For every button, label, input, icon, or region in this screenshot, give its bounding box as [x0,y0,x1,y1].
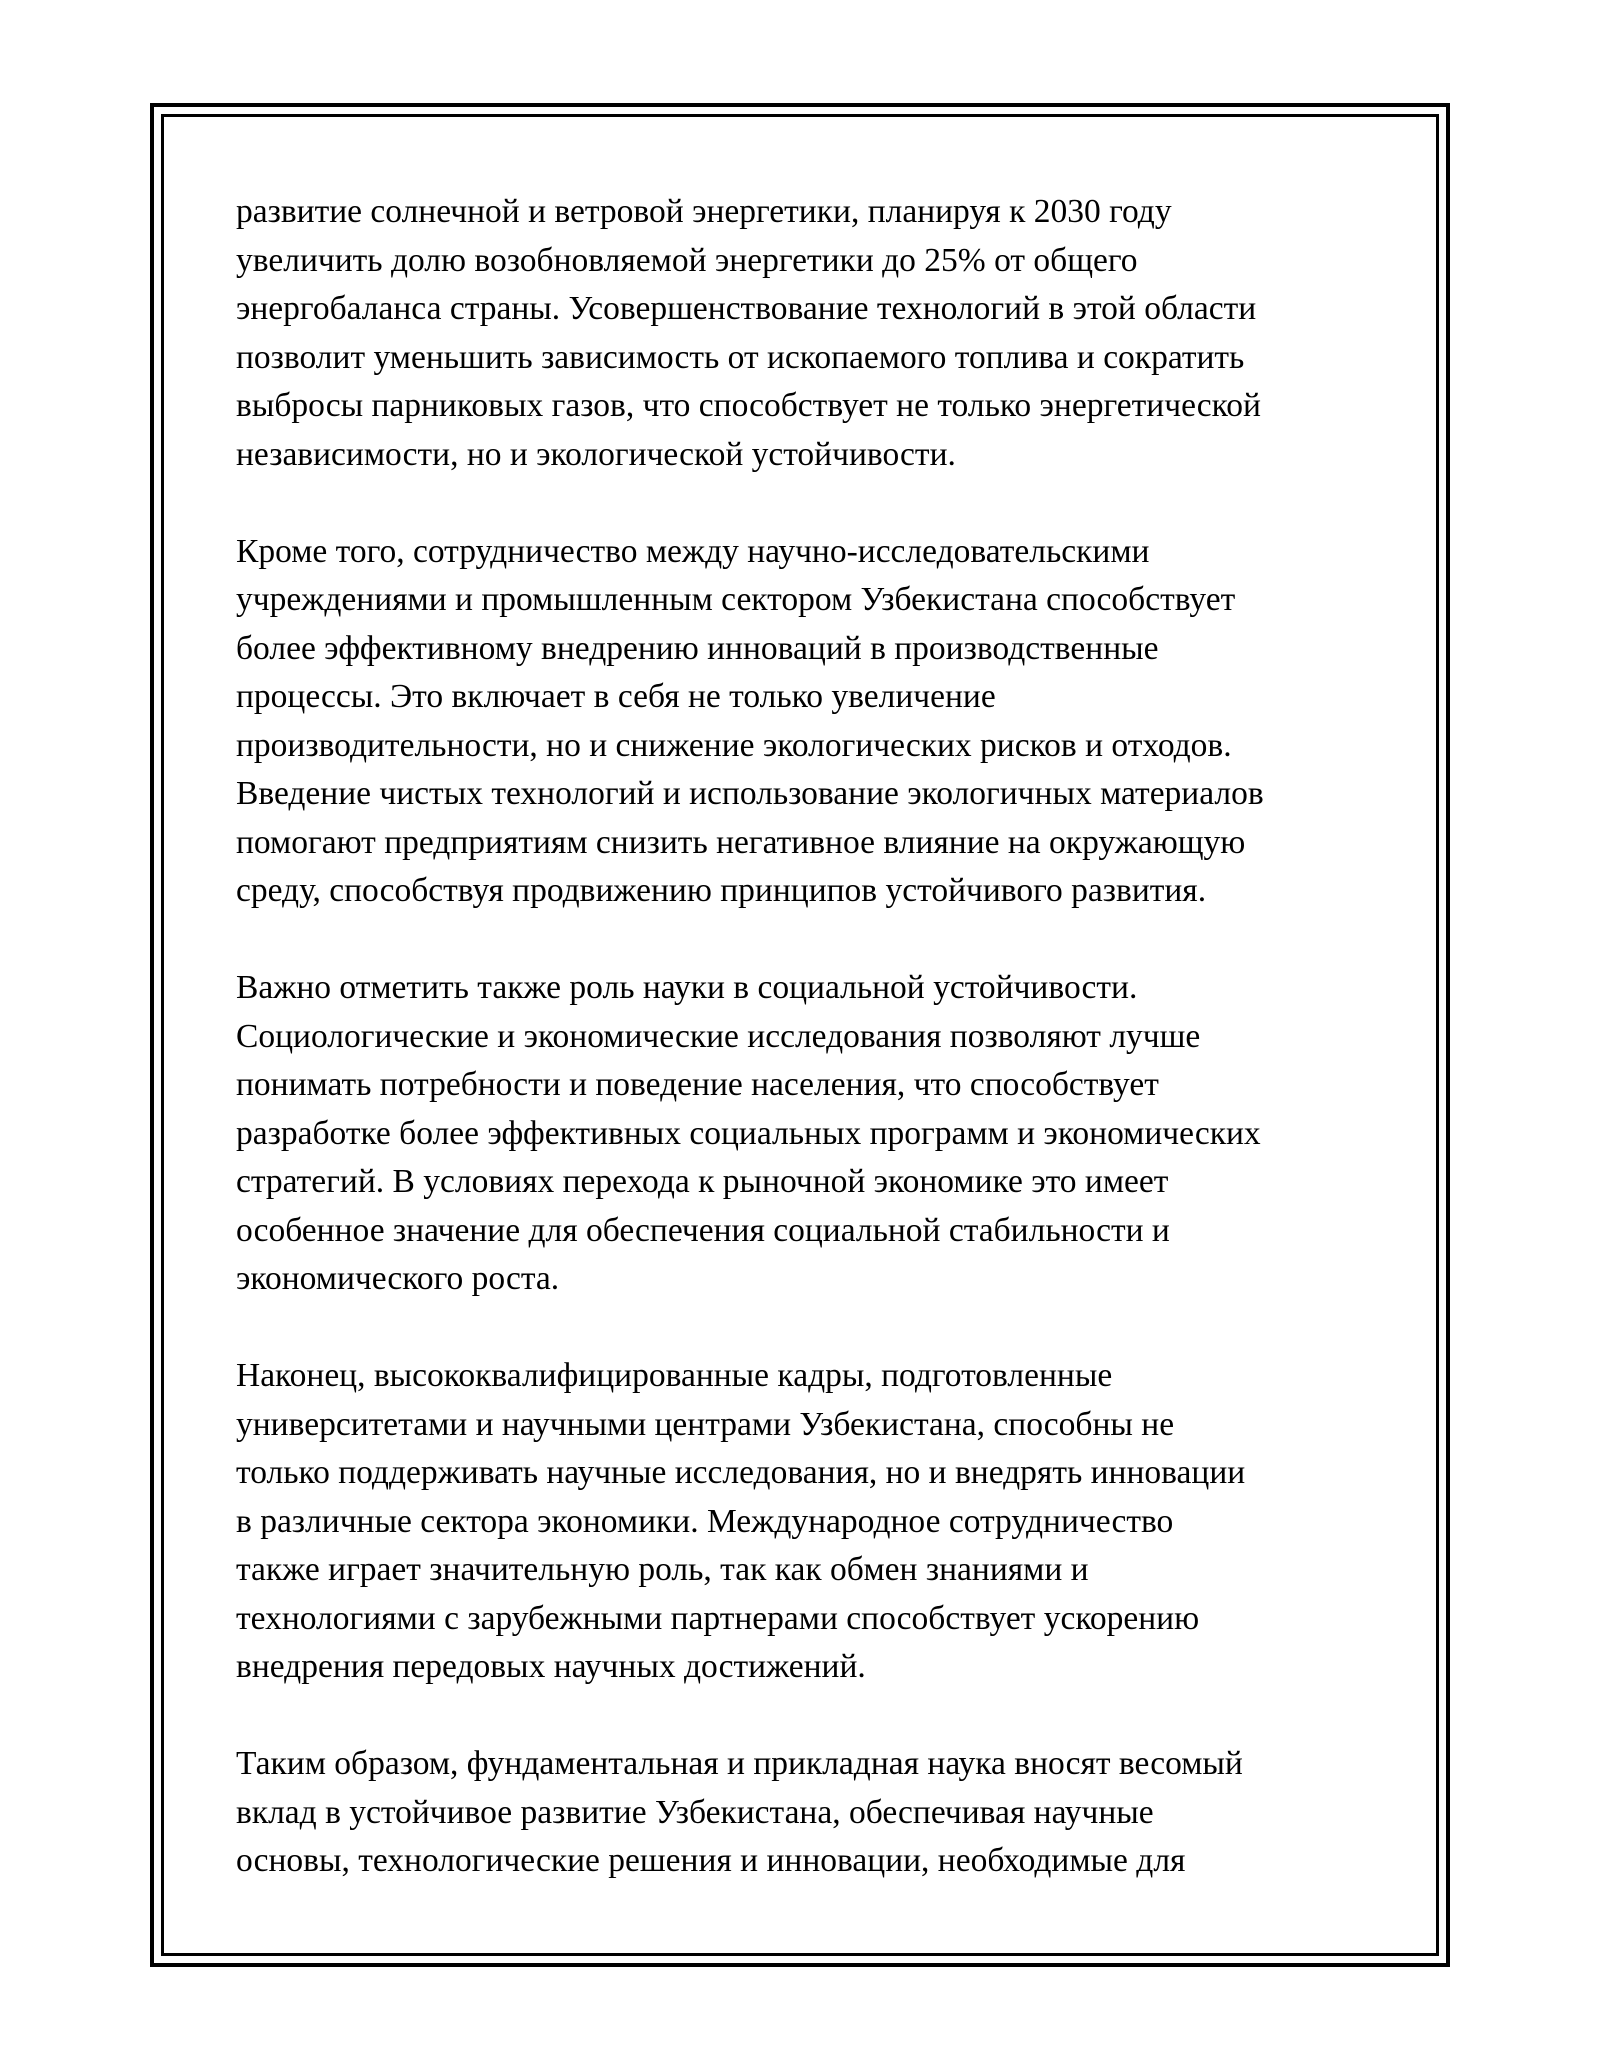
document-body [236,188,1381,1886]
text-line: разработке более эффективных социальных программ и экономических [236,1114,1261,1152]
text-line: также играет значительную роль, так как обмен знаниями и [236,1551,1089,1588]
text-line: вклад в устойчивое развитие Узбекистана, обеспечивая научные [236,1793,1154,1831]
text-line: Таким образом, фундаментальная и прикладная наука вносят весомый [236,1745,1243,1782]
text-line: развитие солнечной и ветровой энергетики, планируя к 2030 году [236,193,1172,230]
text-line: среду, способствуя продвижению принципов устойчивого развития. [236,872,1207,909]
text-line: учреждениями и промышленным сектором Узбекистана способствует [236,581,1236,618]
text-line: только поддерживать научные исследования, но и внедрять инновации [236,1454,1246,1491]
paragraph [236,188,1381,479]
text-line: Социологические и экономические исследования позволяют лучше [236,1017,1201,1055]
text-line: внедрения передовых научных достижений. [236,1648,866,1685]
text-line: выбросы парниковых газов, что способствует не только энергетической [236,387,1261,424]
text-line: Наконец, высококвалифицированные кадры, подготовленные [236,1357,1113,1394]
text-line: производительности, но и снижение экологических рисков и отходов. [236,726,1232,764]
text-line: более эффективному внедрению инноваций в производственные [236,629,1159,667]
text-line: Введение чистых технологий и использование экологичных материалов [236,775,1264,812]
text-line: экономического роста. [236,1260,560,1297]
text-line: позволит уменьшить зависимость от ископаемого топлива и сократить [236,338,1245,376]
text-line: понимать потребности и поведение населения, что способствует [236,1066,1159,1103]
text-line: университетами и научными центрами Узбекистана, способны не [236,1405,1175,1443]
text-line: Кроме того, сотрудничество между научно-исследовательскими [236,532,1150,570]
paragraph [236,964,1381,1304]
paragraph [236,1740,1381,1886]
text-line: основы, технологические решения и инновации, необходимые для [236,1842,1186,1879]
text-line: помогают предприятиям снизить негативное влияние на окружающую [236,823,1246,861]
text-line: в различные сектора экономики. Международное сотрудничество [236,1502,1174,1540]
paragraph [236,1352,1381,1692]
text-line: стратегий. В условиях перехода к рыночной экономике это имеет [236,1163,1169,1200]
text-line: процессы. Это включает в себя не только увеличение [236,678,996,715]
text-line: технологиями с зарубежными партнерами способствует ускорению [236,1599,1200,1637]
text-line: независимости, но и экологической устойчивости. [236,435,956,473]
paragraph [236,528,1381,916]
text-line: увеличить долю возобновляемой энергетики до 25% от общего [236,241,1138,279]
text-line: Важно отметить также роль науки в социальной устойчивости. [236,969,1138,1006]
text-line: особенное значение для обеспечения социальной стабильности и [236,1211,1170,1249]
text-line: энергобаланса страны. Усовершенствование технологий в этой области [236,290,1257,327]
